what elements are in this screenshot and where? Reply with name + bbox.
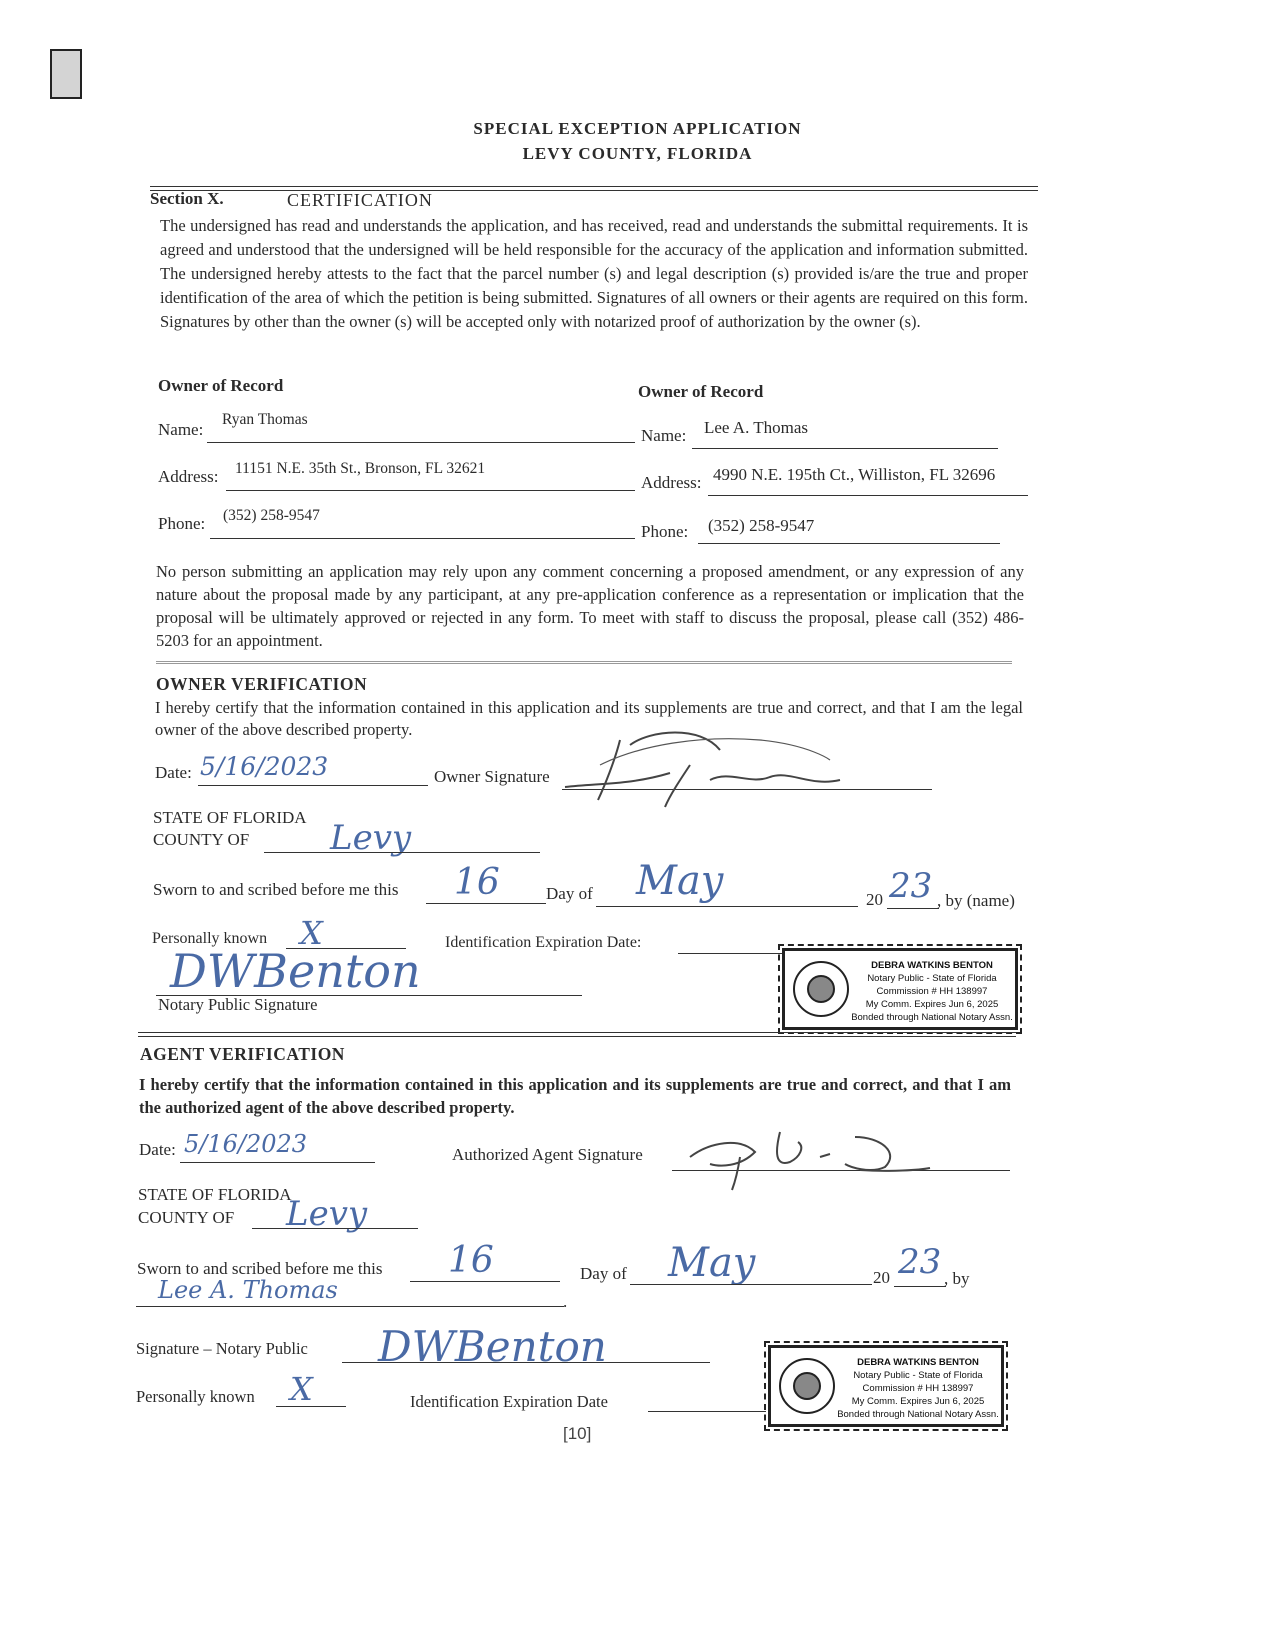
stamp-line1: Notary Public - State of Florida	[867, 973, 997, 984]
owner2-phone-value: (352) 258-9547	[708, 516, 815, 535]
certification-paragraph: The undersigned has read and understands the application, and has received, read and understands the submittal requirements. It is agreed and understood that the undersigned will be held responsible for the accuracy of the application and information submitted. The undersigned hereby attests to the fact that the parcel number (s) and legal description (s) provided is/are the true and proper identification of the area of which the petition is being submitted. Signatures of all owners or their agents are required on this form. Signatures by other than the owner (s) will be accepted only with notarized proof of authorization by the owner (s).	[160, 216, 1028, 331]
owner-month-handwritten: May	[636, 858, 724, 904]
agent-signature-label: Authorized Agent Signature	[452, 1145, 643, 1164]
agent-county-label: COUNTY OF	[138, 1208, 235, 1227]
stamp-line3: My Comm. Expires Jun 6, 2025	[865, 999, 999, 1010]
owner1-address-line	[226, 490, 635, 491]
owner-personally-known-label: Personally known	[152, 930, 268, 947]
owner-verification-statement: I hereby certify that the information contained in this application and its supplements are true and correct, and that I am the legal owner of the above described property.	[155, 698, 1023, 739]
owner2-address-line	[708, 495, 1028, 496]
owner1-name-value: Ryan Thomas	[222, 411, 308, 428]
owner-year-handwritten: 23	[889, 866, 933, 906]
owner-notary-signature: DWBenton	[170, 944, 421, 998]
corner-checkbox	[50, 49, 82, 99]
owner1-phone-line	[210, 538, 635, 539]
form-subtitle: LEVY COUNTY, FLORIDA	[522, 144, 753, 163]
owner2-name-value: Lee A. Thomas	[704, 418, 809, 437]
owner2-heading: Owner of Record	[638, 382, 764, 401]
owner-personally-known-mark: X	[300, 914, 323, 952]
agent-section-divider	[138, 1032, 1016, 1037]
agent-county-handwritten: Levy	[286, 1194, 368, 1234]
notary-seal-icon	[793, 961, 849, 1017]
owner2-phone-label: Phone:	[641, 522, 689, 541]
agent-state-label: STATE OF FLORIDA	[138, 1185, 292, 1204]
owner1-phone-label: Phone:	[158, 514, 206, 533]
owner-date-line	[198, 785, 428, 786]
agent-notary-signature: DWBenton	[378, 1322, 607, 1371]
stamp-line4: Bonded through National Notary Assn.	[837, 1409, 999, 1420]
agent-month-line	[630, 1284, 872, 1285]
owner-sworn-label: Sworn to and scribed before me this	[153, 880, 399, 899]
agent-sworn-day-line	[410, 1281, 560, 1282]
owner2-phone-line	[698, 543, 1000, 544]
dashed-divider	[156, 661, 1012, 664]
notary-stamp-owner	[782, 948, 1018, 1030]
owner-year-prefix: 20	[866, 890, 883, 909]
owner-id-expiration-label: Identification Expiration Date:	[445, 934, 642, 951]
owner-state-label: STATE OF FLORIDA	[153, 808, 307, 827]
owner1-phone-value: (352) 258-9547	[223, 507, 320, 524]
stamp-line3: My Comm. Expires Jun 6, 2025	[851, 1396, 985, 1407]
owner-signature-label: Owner Signature	[434, 767, 550, 786]
stamp-name: DEBRA WATKINS BENTON	[857, 1357, 979, 1368]
agent-signature-scribble	[680, 1112, 940, 1192]
notary-seal-icon	[779, 1358, 835, 1414]
owner-year-line	[887, 908, 939, 909]
agent-id-expiration-label: Identification Expiration Date	[410, 1392, 608, 1411]
agent-id-expiration-line	[648, 1411, 766, 1412]
form-title: SPECIAL EXCEPTION APPLICATION	[473, 119, 802, 138]
agent-notary-signature-line	[342, 1362, 710, 1363]
owner-sworn-day: 16	[454, 862, 500, 903]
agent-sworn-label: Sworn to and scribed before me this	[137, 1259, 383, 1278]
stamp-line2: Commission # HH 138997	[862, 1383, 974, 1394]
agent-year-line	[894, 1286, 946, 1287]
agent-month-handwritten: May	[668, 1240, 756, 1286]
page-number: [10]	[563, 1424, 592, 1443]
stamp-line1: Notary Public - State of Florida	[853, 1370, 983, 1381]
owner-by-name-label: , by (name)	[937, 891, 1015, 910]
agent-date-label: Date:	[139, 1140, 176, 1159]
owner-county-handwritten: Levy	[330, 818, 412, 858]
agent-by-name-handwritten: Lee A. Thomas	[158, 1276, 338, 1304]
owner1-name-label: Name:	[158, 420, 204, 439]
stamp-name: DEBRA WATKINS BENTON	[871, 960, 993, 971]
agent-verification-statement: I hereby certify that the information contained in this application and its supplements are true and correct, and that I am the authorized agent of the above described property.	[139, 1075, 1011, 1117]
owner1-name-line	[207, 442, 635, 443]
owner1-address-label: Address:	[158, 467, 219, 486]
owner-verification-heading: OWNER VERIFICATION	[156, 674, 368, 694]
agent-date-handwritten: 5/16/2023	[184, 1130, 308, 1158]
agent-by-label: , by	[944, 1269, 970, 1288]
agent-day-of-label: Day of	[580, 1264, 627, 1283]
agent-year-handwritten: 23	[898, 1242, 942, 1282]
section-title: CERTIFICATION	[287, 190, 433, 210]
stamp-line2: Commission # HH 138997	[876, 986, 988, 997]
owner2-address-value: 4990 N.E. 195th Ct., Williston, FL 32696	[713, 465, 996, 484]
owner2-name-label: Name:	[641, 426, 687, 445]
owner2-name-line	[692, 448, 998, 449]
owner1-heading: Owner of Record	[158, 376, 284, 395]
agent-date-line	[180, 1162, 375, 1163]
stamp-line4: Bonded through National Notary Assn.	[851, 1012, 1013, 1023]
owner2-address-label: Address:	[641, 473, 702, 492]
agent-personally-known-mark: X	[290, 1370, 313, 1408]
agent-year-prefix: 20	[873, 1268, 890, 1287]
disclaimer-paragraph: No person submitting an application may rely upon any comment concerning a proposed amendment, or any expression of any nature about the proposal made by any participant, at any pre-application conference as a representation or implication that the proposal will be ultimately approved or rejected in any form. To meet with staff to discuss the proposal, please call (352) 486- 5203 for an appointment.	[156, 562, 1024, 650]
owner1-address-value: 11151 N.E. 35th St., Bronson, FL 32621	[235, 460, 486, 477]
owner-id-expiration-line	[678, 953, 788, 954]
agent-personally-known-label: Personally known	[136, 1387, 255, 1406]
owner-date-handwritten: 5/16/2023	[200, 752, 329, 781]
agent-by-name-period: .	[563, 1292, 568, 1311]
owner-sworn-day-line	[426, 903, 546, 904]
owner-signature-scribble	[560, 725, 860, 810]
owner-county-label: COUNTY OF	[153, 830, 250, 849]
owner-notary-signature-label: Notary Public Signature	[158, 995, 318, 1014]
agent-sworn-day: 16	[448, 1240, 494, 1281]
agent-personally-known-line	[276, 1406, 346, 1407]
owner-date-label: Date:	[155, 763, 192, 782]
owner-county-line	[264, 852, 540, 853]
owner-month-line	[596, 906, 858, 907]
agent-by-name-line	[136, 1306, 564, 1307]
agent-verification-heading: AGENT VERIFICATION	[140, 1044, 345, 1064]
notary-stamp-agent	[768, 1345, 1004, 1427]
agent-notary-signature-label: Signature – Notary Public	[136, 1339, 308, 1358]
owner-day-of-label: Day of	[546, 884, 593, 903]
section-number: Section X.	[150, 189, 224, 208]
agent-county-line	[252, 1228, 418, 1229]
section-divider	[150, 186, 1038, 191]
